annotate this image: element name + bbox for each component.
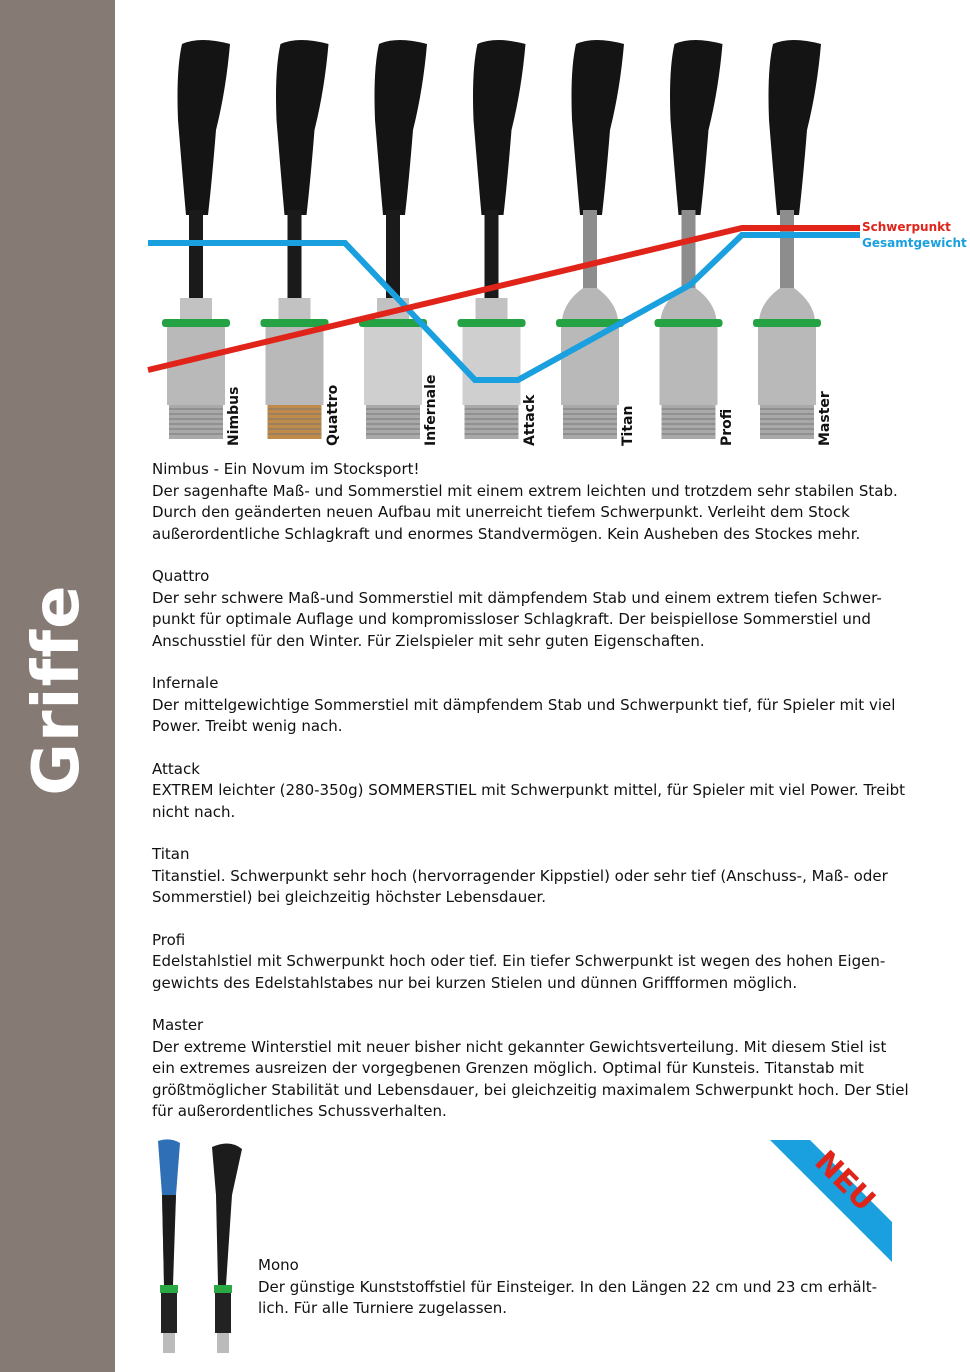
grip-label-nimbus: Nimbus [226,386,242,446]
grip-collar [476,298,508,320]
entry-text: Der sehr schwere Maß-und Sommerstiel mit dämpfendem Stab und einem extrem tiefen Schwer-punkt für optimale Auflage und kompromissloser Schlagkraft. Der beispiellose Sommerstiel und Anschusstiel für den Winter. Für Zielspieler mit sehr guten Eigenschaften. [152,588,882,650]
entry-text: Der sagenhafte Maß- und Sommerstiel mit einem extrem leichten und trotzdem sehr stabilen Stab. Durch den geänderten neuen Aufbau mit unerreicht tiefem Schwerpunkt. Verleiht dem Stock außerordentliche Schlagkraft und enormes Standvermögen. Kein Ausheben des Stockes mehr. [152,481,898,543]
mono-description [258,1255,898,1320]
grip-label-titan: Titan [620,405,636,446]
new-badge [770,1140,892,1262]
entry-infernale [152,673,912,738]
grip-handle [276,40,329,215]
grip-collar [180,298,212,320]
entry-master [152,1015,912,1123]
grip-label-profi: Profi [718,408,735,446]
entry-nimbus [152,459,912,545]
grip-cone [661,288,717,320]
grip-ring [261,319,329,327]
entry-title: Attack [152,759,200,778]
entry-title: Infernale [152,674,219,692]
mono-title: Mono [258,1256,299,1274]
grip-label-master: Master [817,391,833,446]
grip-handle [178,40,231,215]
grip-sleeve [463,327,521,405]
grip-handle [572,40,625,215]
entry-text: EXTREM leichter (280-350g) SOMMERSTIEL mit Schwerpunkt mittel, für Spieler mit viel Power. Treibt nicht nach. [152,781,906,821]
grip-ring [162,319,230,327]
entry-profi [152,930,912,995]
grip-label-infernale: Infernale [423,374,439,446]
grip-handle [473,40,526,215]
entry-text: Edelstahlstiel mit Schwerpunkt hoch oder tief. Ein tiefer Schwerpunkt ist wegen des hohen Eigen-gewichts des Edelstahlstabes nur bei kurzen Stielen und dünnen Griffformen möglich. [152,952,886,992]
entry-title: Titan [152,845,190,863]
grip-stem [780,210,794,290]
grip-collar [279,298,311,320]
grip-cone [759,288,815,320]
grip-cone [562,288,618,320]
legend-gesamtgewicht: Gesamtgewicht [862,236,967,250]
legend-schwerpunkt: Schwerpunkt [862,220,951,234]
grip-handle [670,40,723,215]
entry-attack [152,759,912,824]
grip-label-attack: Attack [521,394,538,446]
mono-text: Der günstige Kunststoffstiel für Einsteiger. In den Längen 22 cm und 23 cm erhält-lich. Für alle Turniere zugelassen. [258,1277,878,1317]
mono-grip-photo [140,1135,250,1360]
entry-title: Quattro [152,567,210,585]
grip-ring [458,319,526,327]
grip-label-quattro: Quattro [324,384,341,446]
description-list [152,459,912,1144]
grip-handle [769,40,822,215]
grip-ring [753,319,821,327]
entry-quattro [152,566,912,652]
grip-ring [655,319,723,327]
entry-text: Der mittelgewichtige Sommerstiel mit dämpfendem Stab und Schwerpunkt tief, für Spieler mit viel Power. Treibt wenig nach. [152,695,896,735]
entry-titan [152,844,912,909]
entry-text: Titanstiel. Schwerpunkt sehr hoch (hervorragender Kippstiel) oder sehr tief (Anschuss-, Maß- oder Sommerstiel) bei gleichzeitig höchster Lebensdauer. [152,866,888,906]
grip-stem [189,210,203,300]
section-title: Griffe [20,584,94,796]
entry-title: Nimbus - Ein Novum im Stocksport! [152,460,420,478]
grips-figure [140,30,970,450]
grip-stem [583,210,597,290]
entry-title: Profi [152,930,186,949]
entry-text: Der extreme Winterstiel mit neuer bisher nicht gekannter Gewichtsverteilung. Mit diesem Stiel ist ein extremes ausreizen der vorgegbenen Grenzen möglich. Optimal für Kunsteis. Titanstab mit größtmöglicher Stabilität und Lebensdauer, bei gleichzeitig maximalem Schwerpunkt hoch. Der Stiel für außerordentliches Schussverhalten. [152,1037,909,1120]
grip-sleeve [364,327,422,405]
grip-sleeve [660,327,718,405]
grip-stem [288,210,302,300]
entry-title: Master [152,1016,204,1034]
grip-handle [375,40,428,215]
new-badge-label: NEU [807,1144,882,1219]
grip-sleeve [758,327,816,405]
